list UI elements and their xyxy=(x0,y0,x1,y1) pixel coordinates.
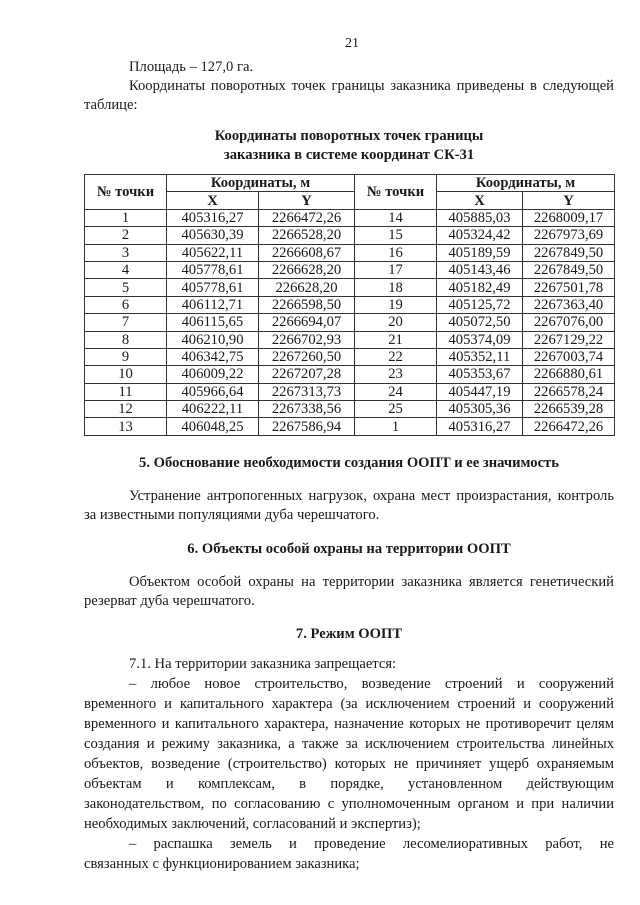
cell-x: 406048,25 xyxy=(167,418,259,435)
subsection-7-1: 7.1. На территории заказника запрещается: xyxy=(129,656,397,672)
cell-point-no: 24 xyxy=(355,383,437,400)
cell-y: 2266539,28 xyxy=(523,401,615,418)
cell-y: 2268009,17 xyxy=(523,209,615,226)
cell-x: 405072,50 xyxy=(437,314,523,331)
table-intro-line1: Координаты поворотных точек границы заказника приведены в следующей xyxy=(129,78,614,94)
cell-y: 2267313,73 xyxy=(259,383,355,400)
header-y-right: Y xyxy=(523,192,615,209)
cell-y: 2267973,69 xyxy=(523,227,615,244)
cell-y: 2266472,26 xyxy=(523,418,615,435)
cell-point-no: 18 xyxy=(355,279,437,296)
cell-y: 2266694,07 xyxy=(259,314,355,331)
table-row xyxy=(85,383,615,400)
item1-line4: создания и режиму заказника, а также за исключением строительства линейных xyxy=(84,736,614,752)
table-row xyxy=(85,314,615,331)
cell-y: 2267076,00 xyxy=(523,314,615,331)
section6-line2: резерват дуба черешчатого. xyxy=(84,593,255,609)
cell-x: 405374,09 xyxy=(437,331,523,348)
section7-title: 7. Режим ООПТ xyxy=(295,626,403,642)
section5-line1: Устранение антропогенных нагрузок, охрана мест произрастания, контроль xyxy=(129,488,614,504)
cell-x: 405353,67 xyxy=(437,366,523,383)
cell-x: 406210,90 xyxy=(167,331,259,348)
cell-point-no: 23 xyxy=(355,366,437,383)
cell-point-no: 17 xyxy=(355,261,437,278)
cell-y: 2267501,78 xyxy=(523,279,615,296)
cell-point-no: 14 xyxy=(355,209,437,226)
item1-line7: законодательством, по согласованию с уполномоченным органом и при наличии xyxy=(84,796,614,812)
cell-y: 2267849,50 xyxy=(523,244,615,261)
table-title-line1: Координаты поворотных точек границы xyxy=(214,128,484,144)
header-coords-right: Координаты, м xyxy=(437,175,615,192)
table-row xyxy=(85,366,615,383)
table-title-line2: заказника в системе координат СК-31 xyxy=(223,147,475,163)
item2-line1: – распашка земель и проведение лесомелиоративных работ, не xyxy=(129,836,614,852)
cell-y: 2267260,50 xyxy=(259,348,355,365)
section6-line1: Объектом особой охраны на территории заказника является генетический xyxy=(129,574,614,590)
cell-point-no: 21 xyxy=(355,331,437,348)
table-row xyxy=(85,244,615,261)
item2-line2: связанных с функционированием заказника; xyxy=(84,856,360,872)
item1-line8: необходимых заключений, согласований и экспертиз); xyxy=(84,816,421,832)
cell-x: 405778,61 xyxy=(167,279,259,296)
cell-point-no: 25 xyxy=(355,401,437,418)
table-row xyxy=(85,348,615,365)
header-y-left: Y xyxy=(259,192,355,209)
table-row xyxy=(85,261,615,278)
cell-point-no: 10 xyxy=(85,366,167,383)
item1-line2: временного и капитального характера (за исключением строений и сооружений xyxy=(84,696,614,712)
coordinates-table xyxy=(84,174,615,436)
cell-point-no: 22 xyxy=(355,348,437,365)
cell-y: 2266702,93 xyxy=(259,331,355,348)
header-coords-left: Координаты, м xyxy=(167,175,355,192)
cell-y: 2266472,26 xyxy=(259,209,355,226)
cell-x: 405352,11 xyxy=(437,348,523,365)
cell-y: 2266598,50 xyxy=(259,296,355,313)
cell-y: 2266608,67 xyxy=(259,244,355,261)
cell-y: 2267338,56 xyxy=(259,401,355,418)
cell-point-no: 12 xyxy=(85,401,167,418)
cell-x: 406342,75 xyxy=(167,348,259,365)
cell-point-no: 15 xyxy=(355,227,437,244)
cell-y: 2267586,94 xyxy=(259,418,355,435)
cell-y: 226628,20 xyxy=(259,279,355,296)
cell-x: 405182,49 xyxy=(437,279,523,296)
cell-x: 406222,11 xyxy=(167,401,259,418)
section5-title: 5. Обоснование необходимости создания ООПТ и ее значимость xyxy=(139,455,559,471)
cell-x: 406112,71 xyxy=(167,296,259,313)
cell-x: 405189,59 xyxy=(437,244,523,261)
cell-point-no: 19 xyxy=(355,296,437,313)
cell-x: 405885,03 xyxy=(437,209,523,226)
cell-point-no: 8 xyxy=(85,331,167,348)
cell-x: 405778,61 xyxy=(167,261,259,278)
table-row xyxy=(85,401,615,418)
section5-line2: за известными популяциями дуба черешчатого. xyxy=(84,507,380,523)
cell-x: 405316,27 xyxy=(167,209,259,226)
item1-line3: временного и капитального характера, назначение которых не противоречит целям xyxy=(84,716,614,732)
cell-y: 2267849,50 xyxy=(523,261,615,278)
table-row xyxy=(85,331,615,348)
cell-x: 406009,22 xyxy=(167,366,259,383)
cell-x: 405316,27 xyxy=(437,418,523,435)
table-row xyxy=(85,279,615,296)
page-number: 21 xyxy=(345,36,359,51)
cell-point-no: 16 xyxy=(355,244,437,261)
table-intro-line2: таблице: xyxy=(84,97,138,113)
cell-x: 405324,42 xyxy=(437,227,523,244)
cell-y: 2266628,20 xyxy=(259,261,355,278)
cell-x: 405143,46 xyxy=(437,261,523,278)
cell-point-no: 1 xyxy=(355,418,437,435)
table-row xyxy=(85,418,615,435)
cell-point-no: 7 xyxy=(85,314,167,331)
cell-x: 405622,11 xyxy=(167,244,259,261)
cell-x: 405125,72 xyxy=(437,296,523,313)
header-point-no-left: № точки xyxy=(85,175,167,210)
table-row xyxy=(85,209,615,226)
cell-y: 2267363,40 xyxy=(523,296,615,313)
cell-point-no: 2 xyxy=(85,227,167,244)
cell-x: 405305,36 xyxy=(437,401,523,418)
cell-point-no: 5 xyxy=(85,279,167,296)
cell-x: 405630,39 xyxy=(167,227,259,244)
header-x-right: X xyxy=(437,192,523,209)
cell-y: 2267207,28 xyxy=(259,366,355,383)
cell-point-no: 3 xyxy=(85,244,167,261)
cell-y: 2266578,24 xyxy=(523,383,615,400)
item1-line1: – любое новое строительство, возведение строений и сооружений xyxy=(129,676,614,692)
cell-y: 2267003,74 xyxy=(523,348,615,365)
area-line: Площадь – 127,0 га. xyxy=(129,59,254,75)
cell-point-no: 20 xyxy=(355,314,437,331)
cell-point-no: 9 xyxy=(85,348,167,365)
cell-y: 2266528,20 xyxy=(259,227,355,244)
section6-title: 6. Объекты особой охраны на территории ООПТ xyxy=(187,541,511,557)
cell-point-no: 4 xyxy=(85,261,167,278)
cell-point-no: 11 xyxy=(85,383,167,400)
item1-line6: объектам и комплексам, в порядке, установленном действующим xyxy=(84,776,614,792)
cell-x: 406115,65 xyxy=(167,314,259,331)
cell-point-no: 6 xyxy=(85,296,167,313)
item1-line5: объектов, возведение (строительство) которых не причиняет ущерб охраняемым xyxy=(84,756,614,772)
cell-point-no: 1 xyxy=(85,209,167,226)
cell-y: 2266880,61 xyxy=(523,366,615,383)
header-point-no-right: № точки xyxy=(355,175,437,210)
cell-x: 405966,64 xyxy=(167,383,259,400)
cell-point-no: 13 xyxy=(85,418,167,435)
table-row xyxy=(85,296,615,313)
header-x-left: X xyxy=(167,192,259,209)
cell-y: 2267129,22 xyxy=(523,331,615,348)
table-row xyxy=(85,227,615,244)
cell-x: 405447,19 xyxy=(437,383,523,400)
